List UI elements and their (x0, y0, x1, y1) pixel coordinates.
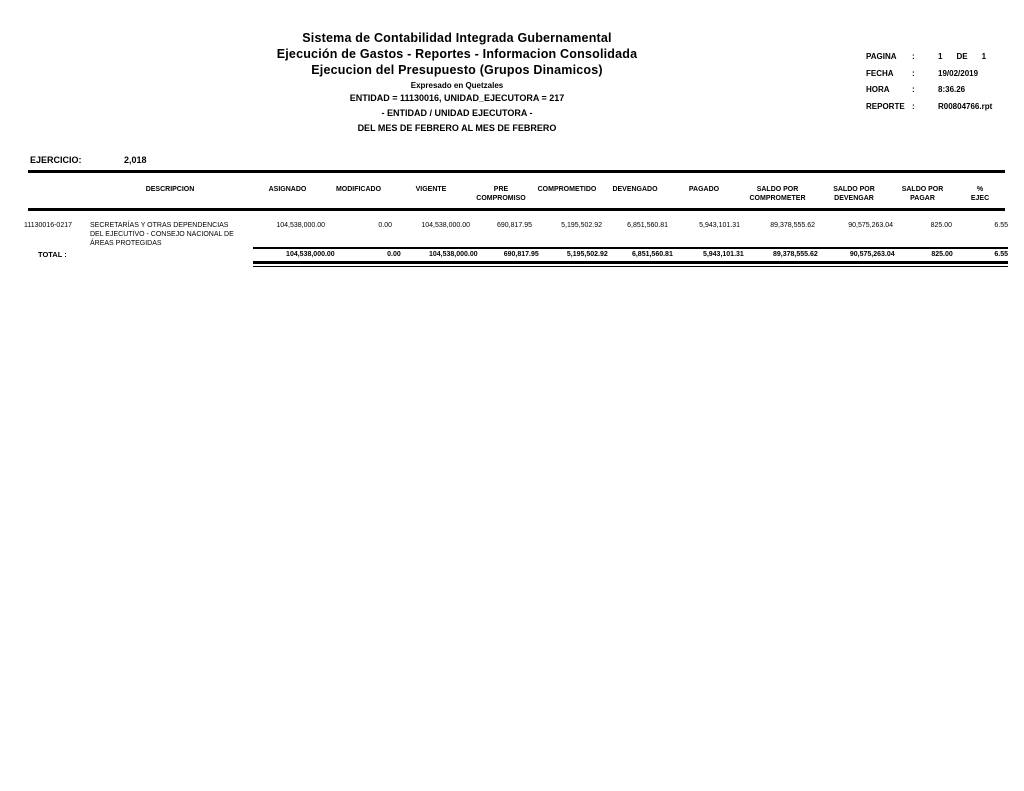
pagina-colon: : (912, 52, 915, 61)
page-meta (866, 52, 992, 118)
total-asignado: 104,538,000.00 (286, 251, 335, 258)
total-ejec: 6.55 (994, 251, 1008, 258)
row-modificado: 0.00 (378, 222, 392, 229)
total-saldo-devengar: 90,575,263.04 (849, 251, 895, 258)
fecha-colon: : (912, 68, 915, 78)
total-bottom-rule-thick (253, 261, 1008, 264)
row-entity-code: 11130016-0217 (24, 222, 73, 229)
pagina-value: 1 DE 1 (938, 52, 987, 61)
report-currency-note: Expresado en Quetzales (410, 81, 504, 90)
header-top-rule (28, 170, 1005, 173)
col-header-pre-compromiso: PRE COMPROMISO (476, 186, 526, 202)
row-asignado: 104,538,000.00 (276, 222, 325, 229)
ejercicio-row (30, 155, 147, 165)
fecha-row (866, 69, 992, 86)
row-saldo-pagar: 825.00 (930, 222, 952, 229)
col-header-pagado: PAGADO (688, 186, 720, 193)
header-bottom-rule (28, 208, 1005, 211)
row-devengado: 6,851,560.81 (627, 222, 668, 229)
ejercicio-label: EJERCICIO: (30, 155, 82, 165)
report-title-module: Ejecución de Gastos - Reportes - Informacion Consolidada (276, 47, 638, 61)
col-header-ejec: % EJEC (970, 186, 990, 202)
total-bottom-rule-thin (253, 266, 1008, 267)
col-header-vigente: VIGENTE (415, 186, 447, 193)
row-comprometido: 5,195,502.92 (561, 222, 602, 229)
row-vigente: 104,538,000.00 (421, 222, 470, 229)
ejercicio-value: 2,018 (124, 155, 147, 165)
col-header-saldo-devengar: SALDO POR DEVENGAR (833, 186, 875, 202)
total-devengado: 6,851,560.81 (631, 251, 673, 258)
total-comprometido: 5,195,502.92 (566, 251, 608, 258)
col-header-saldo-comprometer: SALDO POR COMPROMETER (749, 186, 806, 202)
row-ejec: 6.55 (994, 222, 1008, 229)
row-description: SECRETARÍAS Y OTRAS DEPENDENCIAS DEL EJECUTIVO - CONSEJO NACIONAL DE ÁREAS PROTEGIDAS (90, 222, 234, 247)
total-pre-compromiso: 690,817.95 (503, 251, 539, 258)
col-header-descripcion: DESCRIPCION (145, 186, 195, 193)
total-vigente: 104,538,000.00 (428, 251, 478, 258)
row-pagado: 5,943,101.31 (699, 222, 740, 229)
total-saldo-comprometer: 89,378,555.62 (772, 251, 818, 258)
fecha-value: 19/02/2019 (938, 68, 979, 78)
hora-label: HORA (866, 85, 890, 94)
hora-colon: : (912, 85, 915, 94)
pagina-row (866, 52, 992, 69)
col-header-asignado: ASIGNADO (268, 186, 307, 193)
total-saldo-pagar: 825.00 (931, 251, 953, 258)
pagina-label: PAGINA (866, 52, 897, 61)
col-header-devengado: DEVENGADO (612, 186, 658, 193)
total-top-rule (253, 247, 1008, 249)
report-grouping-label: - ENTIDAD / UNIDAD EJECUTORA - (381, 108, 533, 118)
report-header (167, 30, 747, 136)
col-header-comprometido: COMPROMETIDO (537, 186, 597, 193)
col-header-saldo-pagar: SALDO POR PAGAR (901, 186, 944, 202)
table-header-row (24, 185, 1008, 203)
report-entity-filter: ENTIDAD = 11130016, UNIDAD_EJECUTORA = 217 (349, 93, 565, 103)
total-label: TOTAL : (38, 250, 67, 259)
report-title-system: Sistema de Contabilidad Integrada Gubernamental (302, 31, 612, 45)
hora-row (866, 85, 992, 102)
total-row (24, 250, 1008, 259)
report-title-report: Ejecucion del Presupuesto (Grupos Dinamicos) (311, 63, 603, 77)
table-row (24, 221, 1008, 248)
hora-value: 8:36.26 (938, 85, 966, 94)
row-description-cell (90, 221, 250, 248)
reporte-colon: : (912, 101, 915, 111)
reporte-row (866, 102, 992, 119)
col-header-modificado: MODIFICADO (335, 186, 382, 193)
report-period-label: DEL MES DE FEBRERO AL MES DE FEBRERO (357, 123, 557, 133)
fecha-label: FECHA (866, 68, 894, 78)
reporte-label: REPORTE (866, 101, 905, 111)
reporte-value: R00804766.rpt (938, 101, 993, 111)
row-saldo-comprometer: 89,378,555.62 (770, 222, 815, 229)
row-saldo-devengar: 90,575,263.04 (848, 222, 893, 229)
total-pagado: 5,943,101.31 (702, 251, 744, 258)
total-modificado: 0.00 (387, 251, 401, 258)
row-pre-compromiso: 690,817.95 (496, 222, 532, 229)
